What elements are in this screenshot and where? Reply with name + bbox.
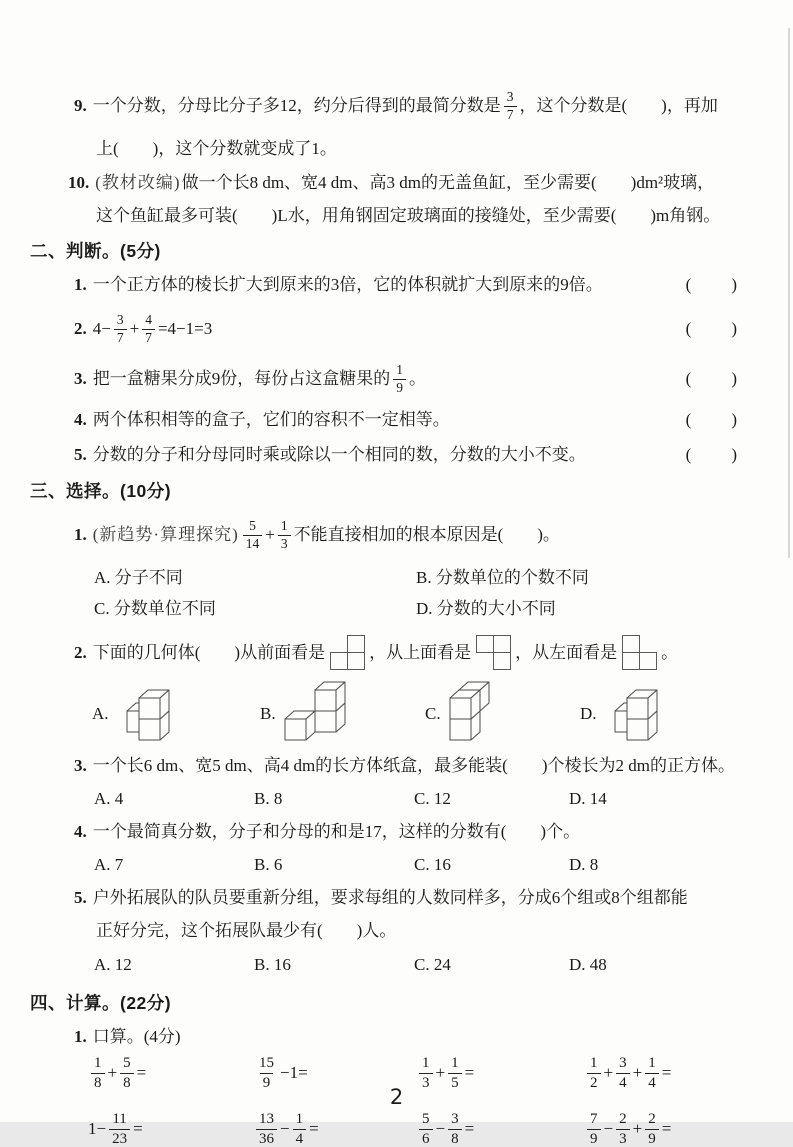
answer-parentheses: ( ) [685,369,739,388]
section-title-judge: 二、判断。(5分) [30,241,161,261]
judge-item [74,273,747,297]
fraction: $\frac{4}{7}$ [142,313,155,346]
scan-edge-artifact [788,28,790,558]
fraction: $\frac{2}{3}$ [616,1111,630,1147]
fraction: $\frac{3}{7}$ [504,90,517,123]
option-a: A. 7 [94,855,124,874]
item-text [93,443,676,467]
view-cell [493,652,511,670]
option-c: C. 24 [414,955,451,974]
fraction: $\frac{15}{9}$ [259,1055,274,1091]
text-run: 做一个长8 dm、宽4 dm、高3 dm的无盖鱼缸，至少需要( )dm²玻璃， [181,173,715,192]
item-number: 1. [74,525,87,544]
choice-q4-stem [74,820,747,844]
item-number: 4. [74,410,87,429]
text-run: − [603,1119,614,1138]
option-d: D. 14 [569,789,607,808]
text-run: 分数的分子和分母同时乘或除以一个相同的数，分数的大小不变。 [92,445,586,464]
option-d: D. 8 [569,855,599,874]
text-run: = [309,1119,319,1138]
cube-option-d [580,684,747,744]
fraction: $\frac{1}{9}$ [393,363,406,396]
text-run: + [632,1063,643,1082]
fraction: $\frac{1}{5}$ [448,1055,462,1091]
item-number: 2. [74,643,87,662]
question-text [93,90,718,123]
question-9-line2: 上( )，这个分数就变成了1。 [96,139,337,158]
item-number: 5. [74,888,87,907]
fraction: $\frac{1}{4}$ [645,1055,659,1091]
cube-figure [446,684,512,744]
question-9-line1 [74,84,747,128]
judge-item [74,358,747,400]
fraction: $\frac{13}{36}$ [256,1111,277,1147]
cube-figure [602,684,668,744]
view-diagram [622,635,656,669]
question-text [93,519,560,552]
item-text [93,408,676,432]
choice-q4-options [94,853,747,877]
view-cell [476,635,494,653]
text-run [240,519,560,552]
text-run: 一个分数，分母比分子多12，约分后得到的最简分数是 [92,96,501,115]
fraction: $\frac{1}{4}$ [293,1111,307,1147]
fraction: $\frac{1}{8}$ [91,1055,105,1091]
option-c: C. 12 [414,789,451,808]
view-cell [639,652,657,670]
fraction: $\frac{3}{4}$ [616,1055,630,1091]
choice-q5-stem-line1 [74,886,747,910]
choice-q2-options [92,684,747,744]
choice-q3-stem [74,754,747,778]
text-run: 一个正方体的棱长扩大到原来的3倍，它的体积就扩大到原来的9倍。 [92,275,603,294]
text-run: − [280,1119,290,1138]
text-run: 不能直接相加的根本原因是( )。 [293,525,560,544]
fraction: $\frac{1}{2}$ [587,1055,601,1091]
item-number: 3. [74,369,87,388]
option-b: B. 8 [254,789,283,808]
view-diagram [330,635,364,669]
text-run: =4−1=3 [157,319,213,338]
option-d: D. 48 [569,955,607,974]
section-title-calc: 四、计算。(22分) [30,993,172,1013]
text-run: − [435,1119,446,1138]
item-number: 1. [74,1027,87,1046]
option-label: D. [580,704,597,723]
text-run: ，从左面看是 [515,643,618,662]
text-run: = [136,1063,147,1082]
question-text: 一个长6 dm、宽5 dm、高4 dm的长方体纸盒，最多能装( )个棱长为2 dm的正方体。 [92,756,735,775]
question-10-line1 [68,171,747,195]
cube-option-b [260,684,425,744]
view-cell [622,635,640,653]
option-label: A. [92,704,109,723]
text-run: ，从上面看是 [369,643,472,662]
item-text [93,363,676,396]
text-run: 。 [409,369,426,388]
choice-q3-options [94,787,747,811]
judge-item [74,443,747,467]
text-run: = [661,1119,672,1138]
fraction: $\frac{3}{8}$ [448,1111,462,1147]
question-text [95,171,714,195]
view-cell [330,652,348,670]
source-tag: (新趋势·算理探究) [92,525,239,544]
cube-option-a [92,684,260,744]
item-text [93,313,676,346]
text-run: + [603,1063,614,1082]
option-d: D. 分数的大小不同 [416,599,556,618]
fraction: $\frac{1}{3}$ [278,519,291,552]
option-a: A. 分子不同 [94,568,183,587]
calc-expression [253,1111,416,1147]
judge-item [74,408,747,432]
option-label: C. [425,704,441,723]
view-cell [347,635,365,653]
calc-expression [416,1111,584,1147]
item-text [93,273,676,297]
text-run: 两个体积相等的盒子，它们的容积不一定相等。 [92,410,450,429]
question-10-line2: 这个鱼缸最多可装( )L水，用角钢固定玻璃面的接缝处，至少需要( )m角钢。 [96,206,721,225]
option-b: B. 6 [254,855,283,874]
item-number: 4. [74,822,87,841]
section-title-choice: 三、选择。(10分) [30,481,172,501]
fraction: $\frac{3}{7}$ [114,313,127,346]
fraction: $\frac{11}{23}$ [109,1111,130,1147]
choice-q5-stem-line2: 正好分完，这个拓展队最少有( )人。 [96,921,397,940]
text-run: = [464,1119,475,1138]
text-run: 。 [661,643,679,662]
view-cell [622,652,640,670]
answer-parentheses: ( ) [685,410,739,429]
option-a: A. 4 [94,789,124,808]
view-cell [347,652,365,670]
text-run: 1− [88,1119,107,1138]
view-diagram [476,635,510,669]
calc-subsection [74,1025,747,1049]
fraction: $\frac{5}{6}$ [419,1111,433,1147]
fraction: $\frac{1}{3}$ [419,1055,433,1091]
item-number: 5. [74,445,87,464]
text-run: 4− [92,319,111,338]
calc-expression [88,1111,253,1147]
answer-parentheses: ( ) [685,445,739,464]
item-number: 1. [74,275,87,294]
question-text: 一个最简真分数，分子和分母的和是17，这样的分数有( )个。 [92,822,581,841]
option-a: A. 12 [94,955,132,974]
judge-item [74,308,747,350]
text-run: + [107,1063,118,1082]
page-number: 2 [389,1085,404,1109]
fraction: $\frac{5}{8}$ [120,1055,134,1091]
item-number: 3. [74,756,87,775]
text-run: + [129,319,140,338]
answer-parentheses: ( ) [685,275,739,294]
text-run: = [133,1119,143,1138]
option-c: C. 分数单位不同 [94,599,216,618]
text-run: + [632,1119,643,1138]
text-run: = [464,1063,475,1082]
text-run: −1= [280,1063,308,1082]
question-text [93,636,678,670]
cube-figure [281,684,347,744]
item-number: 2. [74,319,87,338]
choice-q1-options [94,566,747,621]
option-b: B. 16 [254,955,291,974]
option-c: C. 16 [414,855,451,874]
view-cell [493,635,511,653]
cube-option-c [425,684,580,744]
answer-parentheses: ( ) [685,319,739,338]
question-number: 10. [68,173,90,192]
calc-expression [584,1111,747,1147]
fraction: $\frac{7}{9}$ [587,1111,601,1147]
text-run: ，这个分数是( )，再加 [519,96,718,115]
cube-figure [114,684,180,744]
fraction: $\frac{2}{9}$ [645,1111,659,1147]
question-text: 户外拓展队的队员要重新分组，要求每组的人数同样多，分成6个组或8个组都能 [92,888,688,907]
option-b: B. 分数单位的个数不同 [416,568,589,587]
text-run: 下面的几何体( )从前面看是 [92,643,326,662]
fraction: $\frac{5}{14}$ [243,519,263,552]
subsection-label: 口算。(4分) [92,1027,181,1046]
text-run: 把一盒糖果分成9份，每份占这盒糖果的 [92,369,391,388]
text-run: = [661,1063,672,1082]
choice-q2-stem [74,631,747,675]
option-label: B. [260,704,276,723]
choice-q5-options [94,953,747,977]
question-number: 9. [74,96,87,115]
text-run: + [435,1063,446,1082]
source-tag: (教材改编) [95,173,181,192]
text-run: + [265,525,275,544]
choice-q1-stem [74,513,747,557]
